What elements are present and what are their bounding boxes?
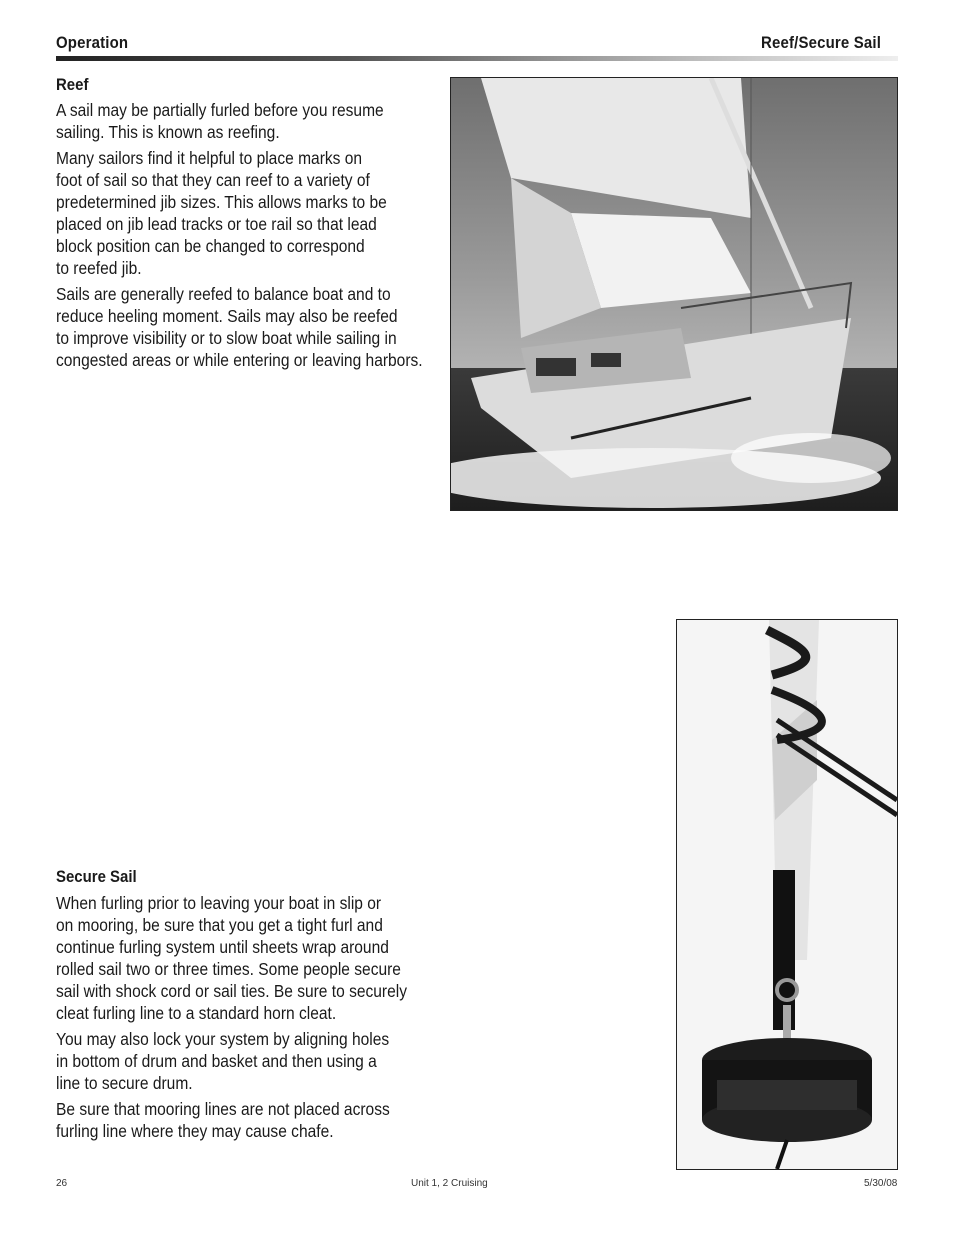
sailboat-photo <box>450 77 898 511</box>
reef-heading: Reef <box>56 75 89 94</box>
secure-sail-heading: Secure Sail <box>56 867 137 886</box>
footer-date: 5/30/08 <box>864 1178 898 1189</box>
secure-paragraph-1: When furling prior to leaving your boat in slip or on mooring, be sure that you get a tight furl and continue furling system until sheets wrap around rolled sail two or three times. Some people secure sail with shock cord or sail ties. Be sure to securely cleat furling line to a standard horn cleat. <box>56 893 407 1023</box>
header-topic-title: Reef/Secure Sail <box>761 33 882 52</box>
reef-paragraph-1: A sail may be partially furled before you resume sailing. This is known as reefing. <box>56 100 384 142</box>
header-section-title: Operation <box>56 33 129 52</box>
header-rule <box>56 56 898 61</box>
reef-paragraph-3: Sails are generally reefed to balance boat and to reduce heeling moment. Sails may also be reefed to improve visibility or to slow boat while sailing in congested areas or while entering or leaving harbors. <box>56 284 423 370</box>
footer-page-number: 26 <box>56 1178 68 1189</box>
secure-paragraph-2: You may also lock your system by aligning holes in bottom of drum and basket and then using a line to secure drum. <box>56 1029 390 1093</box>
footer-unit: Unit 1, 2 Cruising <box>411 1178 488 1189</box>
secure-paragraph-3: Be sure that mooring lines are not placed across furling line where they may cause chafe. <box>56 1099 390 1141</box>
reef-paragraph-2: Many sailors find it helpful to place marks on foot of sail so that they can reef to a variety of predetermined jib sizes. This allows marks to be placed on jib lead tracks or toe rail so that lead block position can be changed to correspond to reefed jib. <box>56 148 387 278</box>
furler-drum-photo <box>676 619 898 1170</box>
